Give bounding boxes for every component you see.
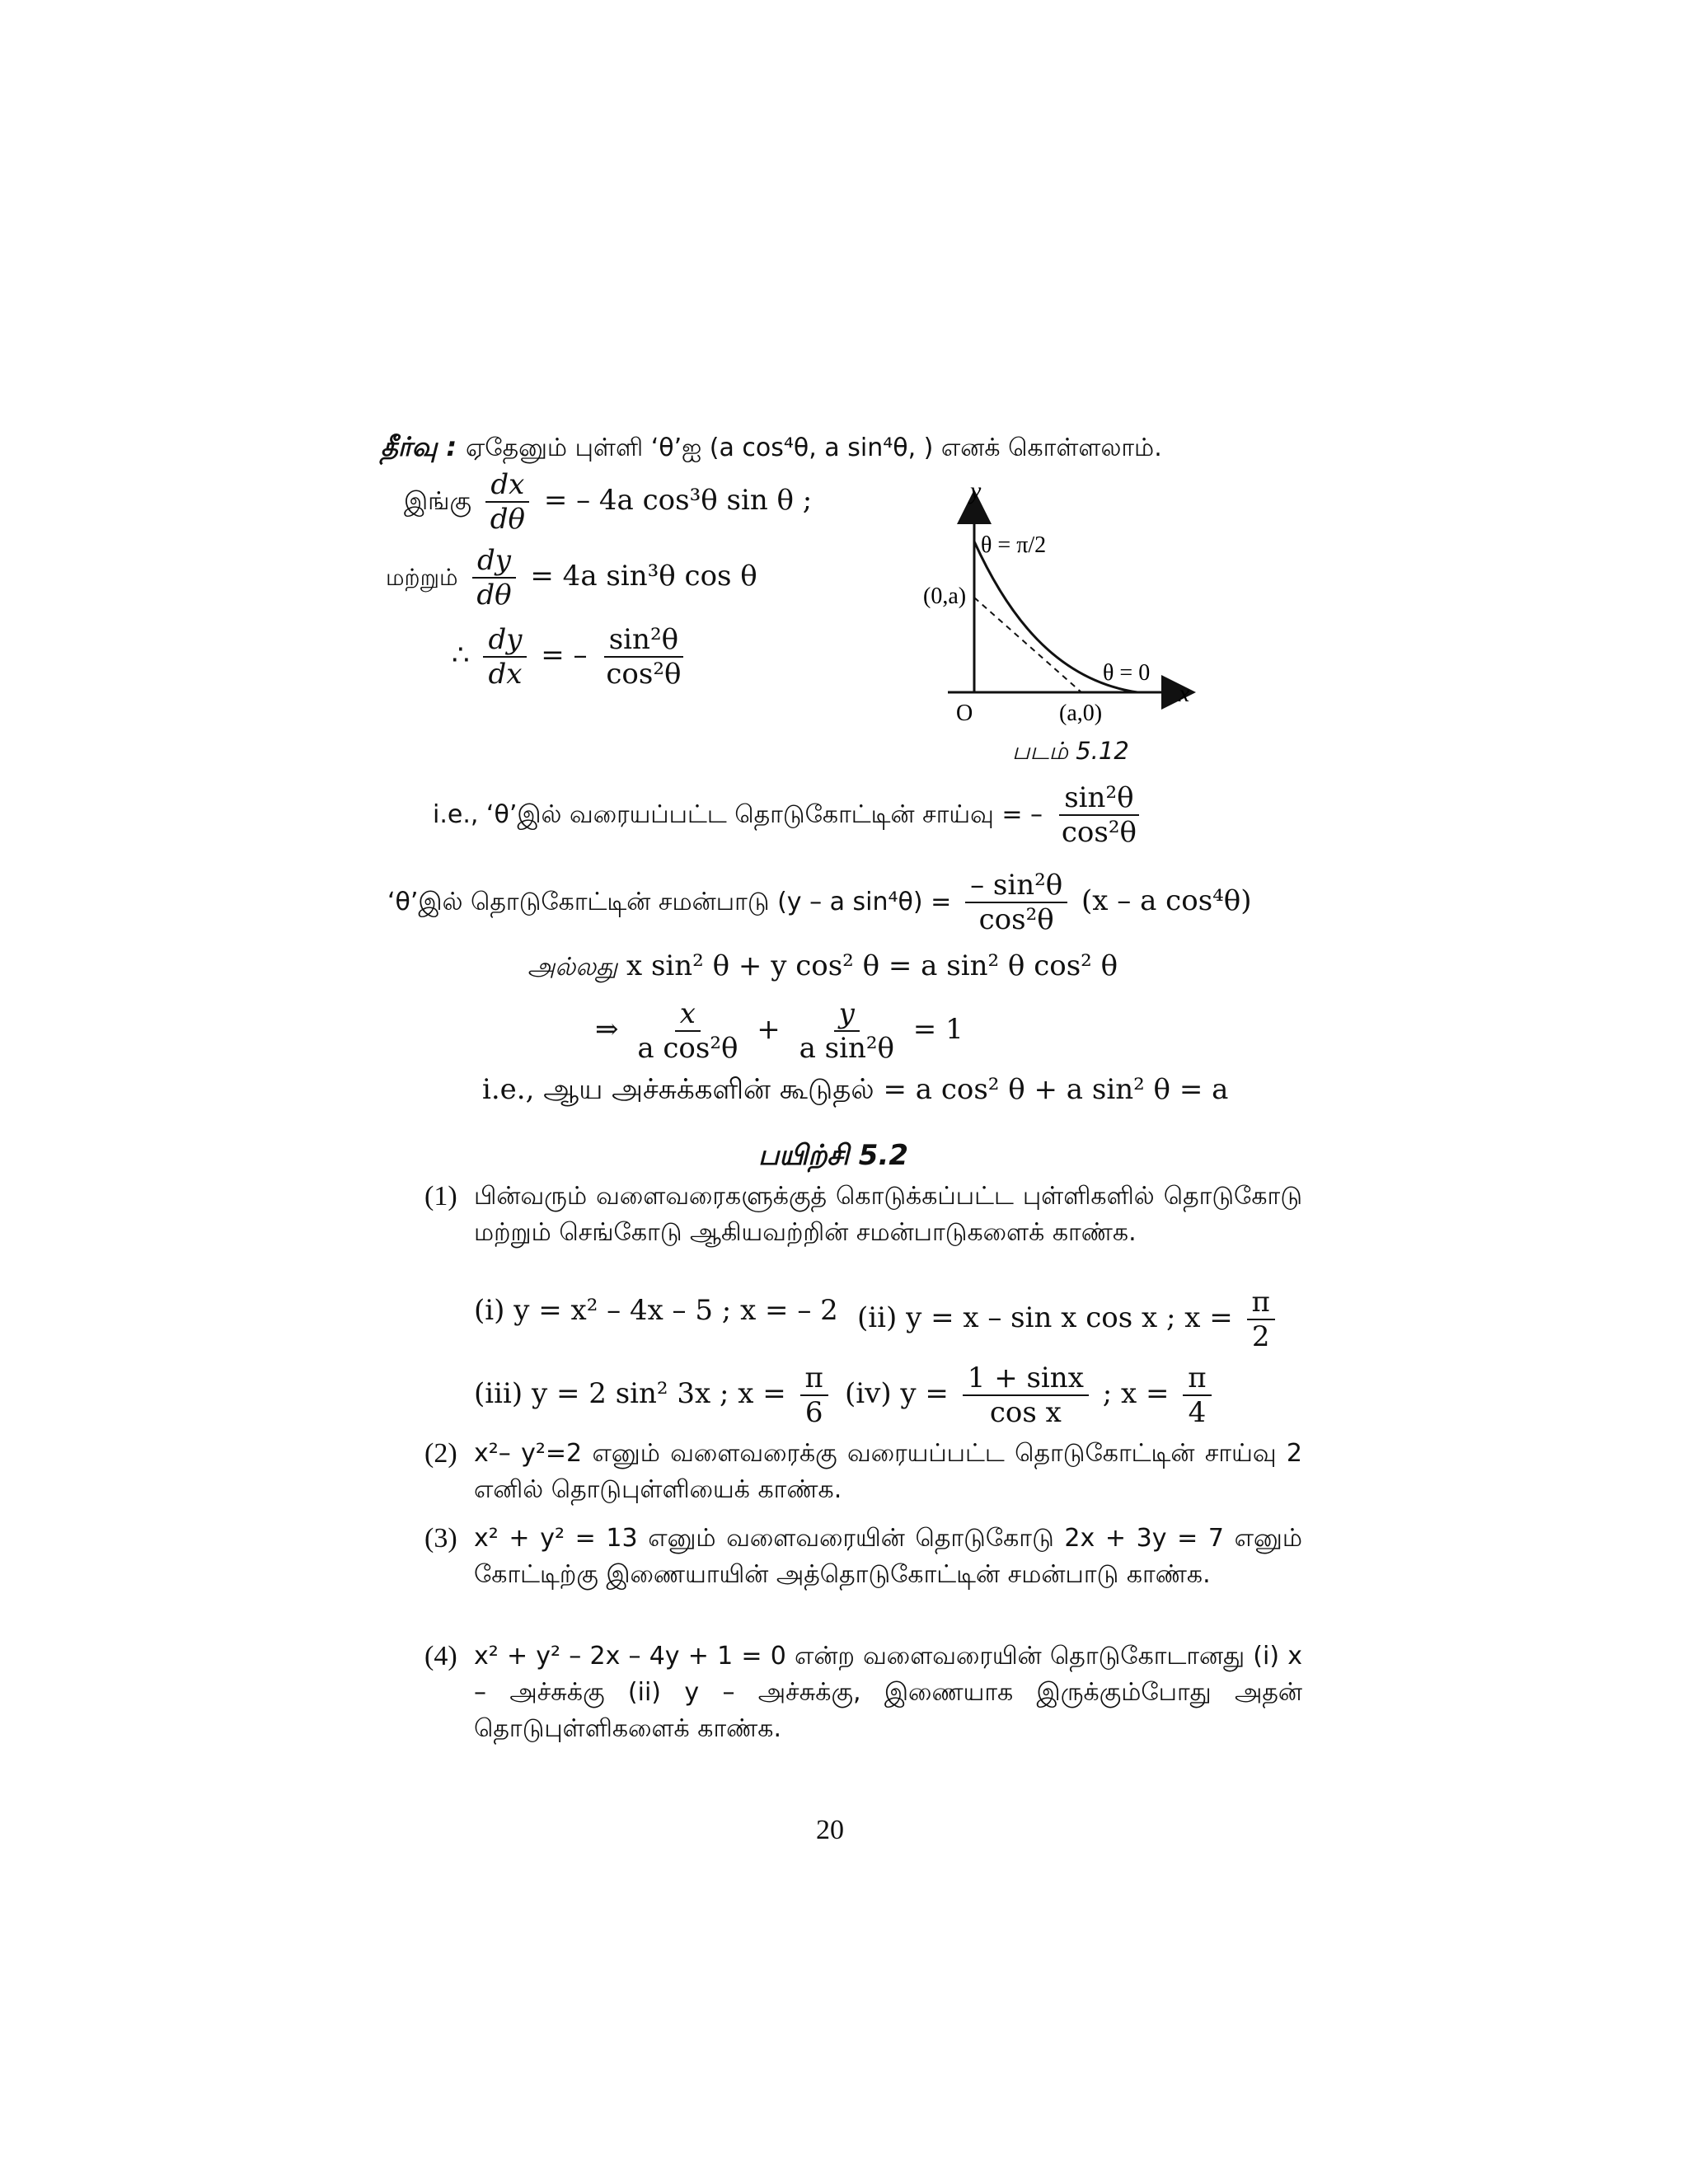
origin-label: O (956, 701, 973, 726)
question-4 (424, 1638, 1302, 1747)
q1-iv-numerator: 1 + sinx (963, 1361, 1089, 1396)
figure-curve (923, 474, 1212, 754)
implies-plus: + (757, 1013, 781, 1046)
implies-a-cos2: a cos²θ (637, 1032, 738, 1065)
q3-number: (3) (424, 1523, 457, 1554)
eq-dx-dtheta (404, 468, 812, 536)
q1-part-ii (857, 1286, 1280, 1353)
implies-equals-one: = 1 (912, 1013, 964, 1046)
dx-denominator: dx (488, 658, 523, 691)
implies-symbol: ⇒ (595, 1013, 619, 1046)
slope-line (433, 781, 1146, 849)
q1-iv-pi: π (1183, 1361, 1211, 1396)
dy-numerator: dy (472, 544, 516, 579)
or-word: அல்லது (528, 953, 618, 982)
q1-iv-four: 4 (1188, 1396, 1207, 1429)
or-equation-text: x sin² θ + y cos² θ = a sin² θ cos² θ (626, 949, 1118, 982)
here-word: இங்கு (404, 487, 471, 516)
eq2-rhs: = 4a sin³θ cos θ (530, 560, 757, 593)
point-a0-label: (a,0) (1059, 701, 1103, 726)
q2-number: (2) (424, 1438, 457, 1469)
implies-equation (595, 997, 964, 1065)
cos2-denominator: cos²θ (606, 658, 682, 691)
q4-number: (4) (424, 1641, 457, 1671)
q3-text: x² + y² = 13 எனும் வளைவரையின் தொடுகோடு 2x + 3y = 7 எனும் கோட்டிற்கு இணையாயின் அத்தொடுகோட்டின் சமன்பாடு காண்க. (474, 1524, 1302, 1589)
q1-part-iv (845, 1361, 1217, 1429)
tangent-minus-sin2: – sin²θ (965, 869, 1067, 903)
q1-part-ii-text: (ii) y = x – sin x cos x ; x = (857, 1301, 1233, 1334)
y-axis-label: y (970, 477, 982, 504)
solution-intro (381, 429, 1162, 466)
sum-of-intercepts: i.e., ஆய அச்சுக்களின் கூடுதல் = a cos² θ + a sin² θ = a (482, 1073, 1229, 1106)
q1-iii-pi: π (800, 1361, 828, 1396)
q2-text: x²– y²=2 எனும் வளைவரைக்கு வரையப்பட்ட தொடுகோட்டின் சாய்வு 2 எனில் தொடுபுள்ளியைக் காண்க. (474, 1439, 1302, 1504)
point-0a-label: (0,a) (923, 583, 967, 609)
q1-part-iii-text: (iii) y = 2 sin² 3x ; x = (474, 1377, 786, 1410)
eq1-rhs: = – 4a cos³θ sin θ ; (543, 484, 813, 517)
q4-text: x² + y² – 2x – 4y + 1 = 0 என்ற வளைவரையின் தொடுகோடானது (i) x – அச்சுக்கு (ii) y – அச்சுக்கு, இணையாக இருக்கும்போது அதன் தொடுபுள்ளிகளைக் காண்க. (474, 1642, 1302, 1743)
question-1 (424, 1179, 1302, 1251)
tangent-eq-left: ‘θ’இல் தொடுகோட்டின் சமன்பாடு (y – a sin⁴θ) = (387, 888, 952, 916)
q1-number: (1) (424, 1181, 457, 1212)
dtheta-denominator-2: dθ (476, 579, 512, 612)
tangent-equation (387, 869, 1252, 936)
q1-text: பின்வரும் வளைவரைகளுக்குத் கொடுக்கப்பட்ட புள்ளிகளில் தொடுகோடு மற்றும் செங்கோடு ஆகியவற்றின் சமன்பாடுகளைக் காண்க. (474, 1182, 1302, 1247)
dy-numerator-2: dy (483, 623, 527, 658)
page-number: 20 (816, 1815, 844, 1845)
solution-intro-text: ஏதேனும் புள்ளி ‘θ’ஐ (a cos⁴θ, a sin⁴θ, ) எனக் கொள்ளலாம். (465, 434, 1162, 462)
dtheta-denominator: dθ (490, 503, 525, 536)
eq3-equals: = – (541, 639, 588, 672)
eq-dy-dtheta (386, 544, 757, 612)
exercise-title: பயிற்சி 5.2 (758, 1139, 909, 1172)
tangent-cos2: cos²θ (978, 903, 1054, 936)
q1-ii-two: 2 (1251, 1320, 1270, 1353)
theta-pi-half-label: θ = π/2 (981, 532, 1047, 558)
implies-x: x (675, 997, 701, 1032)
tangent-eq-right: (x – a cos⁴θ) (1081, 884, 1252, 917)
q1-part-iii (474, 1361, 833, 1429)
therefore-symbol: ∴ (452, 639, 470, 672)
sin2-numerator: sin²θ (604, 623, 683, 658)
theta-zero-label: θ = 0 (1103, 660, 1151, 686)
question-2 (424, 1436, 1302, 1508)
question-3 (424, 1521, 1302, 1593)
q1-iv-x: ; x = (1102, 1377, 1170, 1410)
implies-y: y (834, 997, 860, 1032)
also-word: மற்றும் (386, 564, 458, 591)
q1-ii-pi: π (1247, 1286, 1275, 1320)
dx-numerator: dx (485, 468, 529, 503)
implies-a-sin2: a sin²θ (799, 1032, 894, 1065)
slope-text: i.e., ‘θ’இல் வரையப்பட்ட தொடுகோட்டின் சாய்வு = – (433, 800, 1043, 829)
slope-cos2: cos²θ (1061, 816, 1137, 849)
figure-caption: படம் 5.12 (1012, 737, 1129, 765)
eq-dy-dx (452, 623, 691, 691)
q1-iii-six: 6 (804, 1396, 823, 1429)
q1-part-iv-text: (iv) y = (845, 1377, 949, 1410)
or-equation (528, 948, 1118, 986)
x-axis-label: x (1179, 680, 1190, 707)
slope-sin2: sin²θ (1059, 781, 1138, 816)
q1-part-i: (i) y = x² – 4x – 5 ; x = – 2 (474, 1294, 838, 1327)
tangent-dashed-line (974, 598, 1081, 692)
solution-label: தீர்வு : (381, 431, 457, 462)
q1-iv-denominator: cos x (989, 1396, 1062, 1429)
